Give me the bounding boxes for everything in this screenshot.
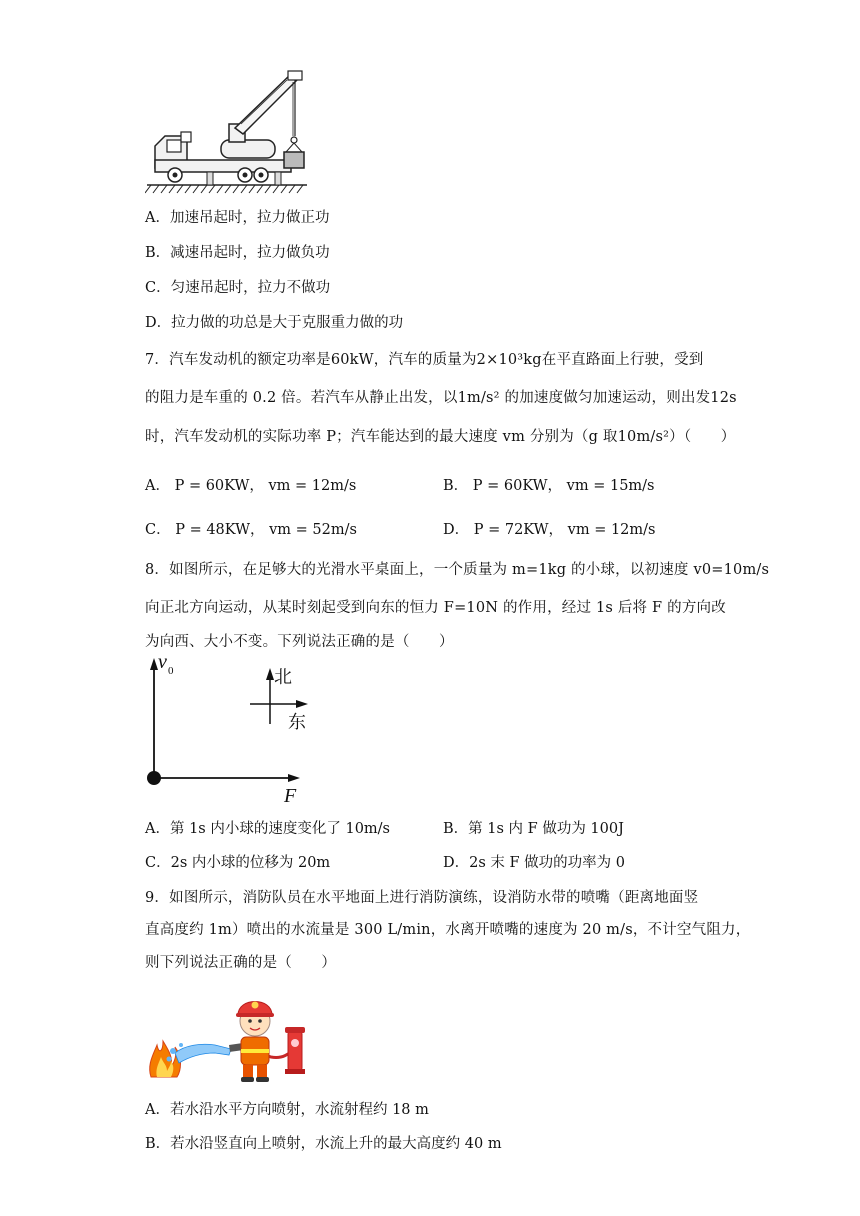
q6-option-b: B．减速吊起时，拉力做负功	[145, 245, 330, 261]
q8-stem-line-3: 为向西、大小不变。下列说法正确的是（ ）	[145, 634, 454, 650]
q9-stem-line-2: 直高度约 1m）喷出的水流量是 300 L/min，水离开喷嘴的速度为 20 m/s，不计空气阻力，	[145, 922, 751, 938]
q9-option-b: B．若水沿竖直向上喷射，水流上升的最大高度约 40 m	[145, 1136, 502, 1152]
q8-stem-line-2: 向正北方向运动，从某时刻起受到向东的恒力 F=10N 的作用，经过 1s 后将 F 的方向改	[145, 600, 726, 616]
v0-label: v	[158, 651, 167, 673]
q7-stem-line-1: 7．汽车发动机的额定功率是60kW，汽车的质量为2×10³kg在平直路面上行驶，受到	[145, 352, 704, 368]
q9-option-a: A．若水沿水平方向喷射，水流射程约 18 m	[145, 1102, 429, 1118]
q9-stem-line-3: 则下列说法正确的是（ ）	[145, 955, 337, 971]
q9-stem-line-1: 9．如图所示，消防队员在水平地面上进行消防演练，设消防水带的喷嘴（距离地面竖	[145, 890, 699, 906]
north-label: 北	[274, 667, 292, 688]
east-label: 东	[288, 712, 306, 733]
q8-stem-line-1: 8．如图所示，在足够大的光滑水平桌面上，一个质量为 m=1kg 的小球，以初速度 v0=10m/s	[145, 562, 770, 578]
q8-option-d: D．2s 末 F 做功的功率为 0	[443, 855, 626, 871]
q6-option-c: C．匀速吊起时，拉力不做功	[145, 280, 331, 296]
v0-arrowhead	[150, 658, 158, 670]
q7-option-d: D． P = 72KW， vm = 12m/s	[443, 522, 656, 538]
f-label: F	[284, 785, 297, 807]
q7-option-c: C． P = 48KW， vm = 52m/s	[145, 522, 357, 538]
q8-vector-figure	[140, 650, 320, 810]
firefighter-figure	[145, 985, 315, 1085]
q8-option-a: A．第 1s 内小球的速度变化了 10m/s	[145, 821, 390, 837]
crane-truck-figure	[145, 68, 315, 196]
q6-option-a: A．加速吊起时，拉力做正功	[145, 210, 330, 226]
f-arrowhead	[288, 774, 300, 782]
v0-sub-label: 0	[168, 665, 174, 677]
q7-stem-line-2: 的阻力是车重的 0.2 倍。若汽车从静止出发，以1m/s² 的加速度做匀加速运动，则出发12s	[145, 390, 737, 406]
q6-option-d: D．拉力做的功总是大于克服重力做的功	[145, 315, 404, 331]
q7-stem-line-3: 时，汽车发动机的实际功率 P；汽车能达到的最大速度 vm 分别为（g 取10m/s²）（ ）	[145, 429, 736, 445]
q8-option-c: C．2s 内小球的位移为 20m	[145, 855, 331, 871]
q7-option-b: B． P = 60KW， vm = 15m/s	[443, 478, 655, 494]
ball	[147, 771, 161, 785]
q7-option-a: A． P = 60KW， vm = 12m/s	[145, 478, 357, 494]
q8-option-b: B．第 1s 内 F 做功为 100J	[443, 821, 624, 837]
